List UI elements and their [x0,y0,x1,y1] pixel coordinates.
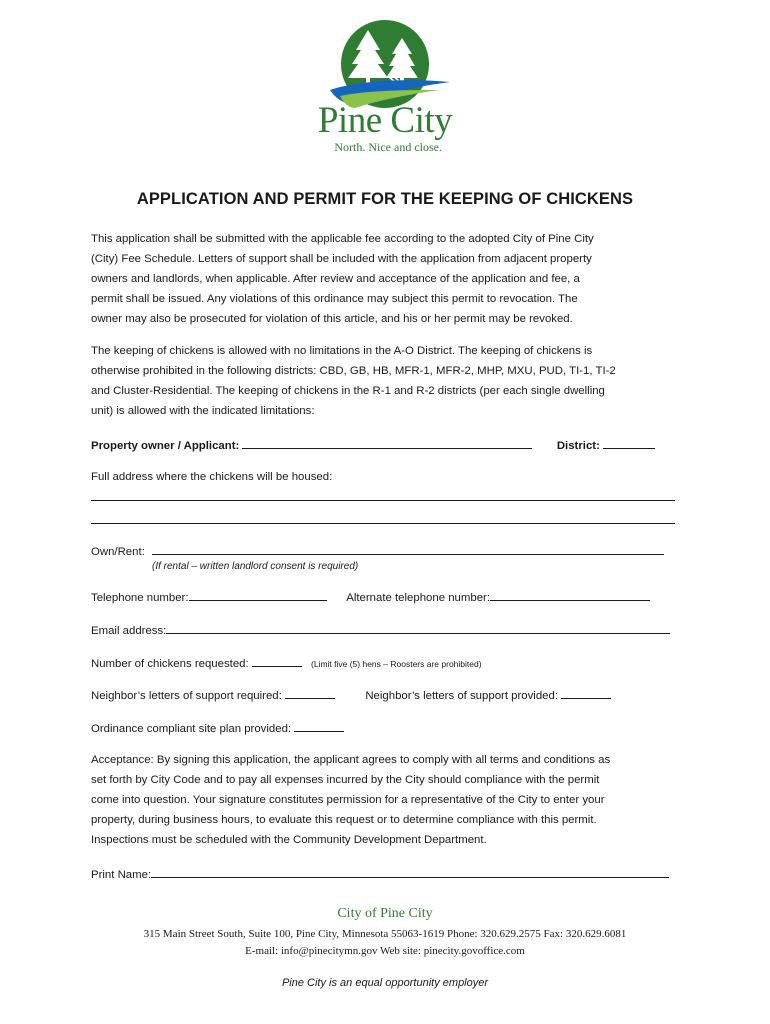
intro-line: owners and landlords, when applicable. After review and acceptance of the application and fee, a [91,273,580,285]
pine-trees-icon [300,20,470,110]
phone-label: Telephone number: [91,592,189,604]
email-row [91,621,681,639]
logo-tagline: North. Nice and close. [334,140,442,154]
footer-eeo: Pine City is an equal opportunity employer [281,977,489,989]
page-title: APPLICATION AND PERMIT FOR THE KEEPING OF CHICKENS [136,190,634,208]
support-row [91,686,681,704]
chickens-label: Number of chickens requested: [91,658,252,670]
email-label: Email address: [91,625,167,637]
acceptance-line: Acceptance: By signing this application, the applicant agrees to comply with all terms and conditions as [91,754,611,766]
site-plan-input[interactable] [294,719,344,732]
address-input-line-1[interactable] [91,500,675,501]
districts-line: unit) is allowed with the indicated limitations: [91,405,315,417]
address-input-line-2[interactable] [91,523,675,524]
phone-row [91,588,681,606]
support-required-label: Neighbor’s letters of support required: [91,690,285,702]
footer-address: 315 Main Street South, Suite 100, Pine City, Minnesota 55063-1619 Phone: 320.629.2575 Fax: 320.629.6081 [143,928,627,940]
acceptance-line: set forth by City Code and to pay all expenses incurred by the City should compliance with the permit [91,774,600,786]
support-provided-label: Neighbor’s letters of support provided: [365,690,562,702]
intro-line: owner may also be prosecuted for violation of this article, and his or her permit may be revoked. [91,313,573,325]
footer-city-name: City of Pine City [337,906,433,921]
own-rent-input[interactable] [152,542,664,555]
print-name-row [91,865,681,883]
acceptance-line: Inspections must be scheduled with the Community Development Department. [91,834,487,846]
intro-line: This application shall be submitted with the applicable fee according to the adopted City of Pine City [91,233,594,245]
alt-phone-input[interactable] [490,588,650,601]
site-plan-label: Ordinance compliant site plan provided: [91,723,295,735]
intro-line: (City) Fee Schedule. Letters of support shall be included with the application from adjacent property [91,253,592,265]
email-input[interactable] [166,621,670,634]
alt-phone-label: Alternate telephone number: [346,592,490,604]
chickens-hint: (Limit five (5) hens – Roosters are prohibited) [311,659,482,669]
districts-line: otherwise prohibited in the following districts: CBD, GB, HB, MFR-1, MFR-2, MHP, MXU, PUD, TI-1, TI-2 [91,365,616,377]
acceptance-paragraph [91,750,681,850]
intro-line: permit shall be issued. Any violations of this ordinance may subject this permit to revocation. The [91,293,578,305]
owner-input[interactable] [242,436,532,449]
owner-row [91,436,681,454]
phone-input[interactable] [189,588,327,601]
district-input[interactable] [603,436,655,449]
own-rent-hint: (If rental – written landlord consent is required) [152,561,359,572]
support-required-input[interactable] [285,686,335,699]
own-rent-row [91,542,681,560]
districts-paragraph [91,341,681,421]
print-name-input[interactable] [151,865,669,878]
chickens-input[interactable] [252,654,302,667]
district-label: District: [556,440,604,452]
owner-label: Property owner / Applicant: [91,440,243,452]
pine-city-logo [300,20,470,160]
site-plan-row [91,719,681,737]
footer-contact: E-mail: info@pinecitymn.gov Web site: pinecity.govoffice.com [245,945,525,957]
print-name-label: Print Name: [91,869,152,881]
intro-paragraph [91,229,681,329]
chickens-row [91,654,681,672]
own-rent-label: Own/Rent: [91,546,145,558]
districts-line: and Cluster-Residential. The keeping of chickens in the R-1 and R-2 districts (per each single dwelling [91,385,605,397]
logo-name: Pine City [317,100,453,141]
districts-line: The keeping of chickens is allowed with no limitations in the A-O District. The keeping of chickens is [91,345,593,357]
acceptance-line: property, during business hours, to evaluate this request or to determine compliance with this permit. [91,814,597,826]
support-provided-input[interactable] [561,686,611,699]
acceptance-line: come into question. Your signature constitutes permission for a representative of the City to enter your [91,794,605,806]
address-label: Full address where the chickens will be housed: [91,471,333,483]
